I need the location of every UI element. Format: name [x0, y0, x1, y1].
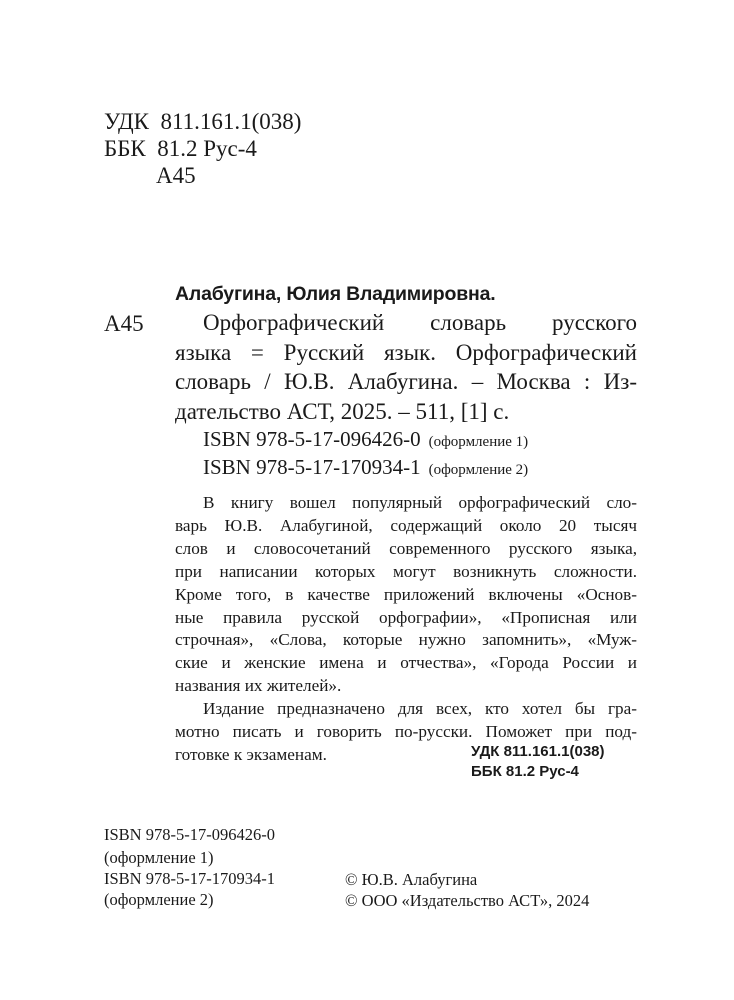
bbk-code-bold: ББК 81.2 Рус-4 [471, 763, 579, 780]
annotation-line: при написании которых могут возникнуть сложности. [175, 561, 637, 581]
footer-isbn-note: (оформление 2) [104, 890, 214, 909]
biblio-line: языка = Русский язык. Орфографический [175, 339, 637, 365]
isbn-entry [203, 427, 528, 452]
annotation [175, 492, 637, 767]
annotation-line: готовке к экзаменам. [175, 744, 327, 764]
annotation-line: ские и женские имена и отчества», «Города России и [175, 653, 637, 673]
author-sign-record: А45 [104, 311, 144, 336]
annotation-line: слов и словосочетаний современного русского языка, [175, 538, 637, 558]
annotation-line: ные правила русской орфографии», «Прописная или [175, 607, 637, 627]
isbn-entry [203, 455, 528, 480]
copyright-publisher: © ООО «Издательство АСТ», 2024 [345, 891, 590, 910]
author-heading: Алабугина, Юлия Владимировна. [175, 283, 496, 305]
biblio-line: дательство АСТ, 2025. – 511, [1] с. [175, 398, 510, 424]
isbn-note: (оформление 2) [428, 462, 529, 478]
author-sign: А45 [156, 163, 196, 188]
biblio-line: Орфографический словарь русского [203, 310, 637, 335]
isbn-note: (оформление 1) [428, 434, 529, 450]
footer-isbn-note: (оформление 1) [104, 848, 214, 867]
annotation-line: названия их жителей». [175, 676, 342, 696]
annotation-line: мотно писать и говорить по-русски. Поможет при под- [175, 722, 637, 742]
footer-isbn: ISBN 978-5-17-096426-0 [104, 825, 275, 844]
udk-code: УДК 811.161.1(038) [104, 109, 302, 134]
annotation-line: Издание предназначено для всех, кто хотел бы гра- [203, 699, 637, 719]
isbn-number: ISBN 978-5-17-170934-1 [203, 455, 421, 479]
biblio-line: словарь / Ю.В. Алабугина. – Москва : Из- [175, 369, 637, 394]
footer-isbn: ISBN 978-5-17-170934-1 [104, 869, 275, 888]
annotation-line: Кроме того, в качестве приложений включены «Основ- [175, 584, 637, 604]
annotation-line: варь Ю.В. Алабугиной, содержащий около 20 тысяч [175, 515, 637, 535]
isbn-number: ISBN 978-5-17-096426-0 [203, 427, 421, 451]
annotation-line: В книгу вошел популярный орфографический сло- [203, 493, 637, 512]
copyright-author: © Ю.В. Алабугина [345, 870, 478, 889]
bibliographic-description [175, 308, 637, 426]
annotation-line: строчная», «Слова, которые нужно запомнить», «Муж- [175, 630, 637, 650]
bbk-code: ББК 81.2 Рус-4 [104, 136, 257, 161]
udk-code-bold: УДК 811.161.1(038) [471, 743, 605, 760]
